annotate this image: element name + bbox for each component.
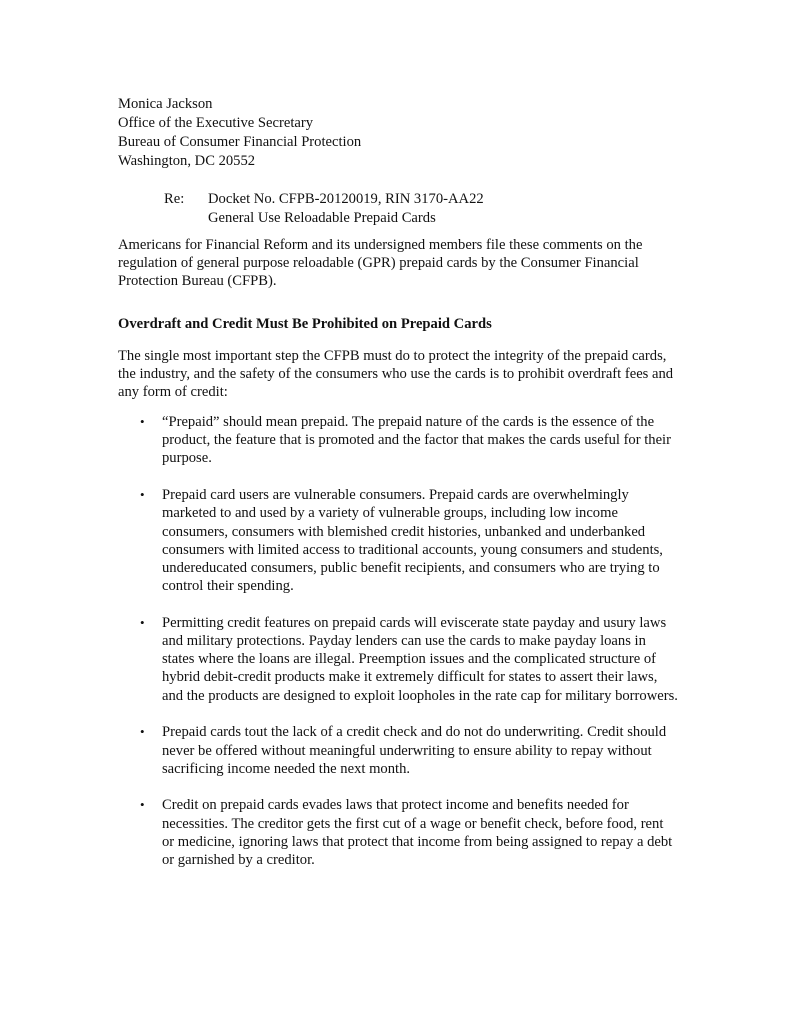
subject-title-line: General Use Reloadable Prepaid Cards bbox=[208, 210, 436, 226]
section-heading: Overdraft and Credit Must Be Prohibited on Prepaid Cards bbox=[118, 316, 492, 332]
recipient-address bbox=[118, 95, 678, 171]
bullet-icon: • bbox=[140, 614, 145, 630]
bullet-icon: • bbox=[140, 797, 145, 813]
list-item bbox=[118, 723, 678, 778]
bullet-icon: • bbox=[140, 487, 145, 503]
address-line: Monica Jackson bbox=[118, 96, 213, 112]
bullet-icon: • bbox=[140, 724, 145, 740]
list-item bbox=[118, 413, 678, 468]
list-item bbox=[118, 486, 678, 595]
subject-lines bbox=[208, 190, 678, 228]
address-line: Office of the Executive Secretary bbox=[118, 115, 314, 131]
bullet-text: Prepaid cards tout the lack of a credit check and do not do underwriting. Credit should never be offered without meaningful underwriting to ensure ability to repay without sacrificing income needed the next month. bbox=[162, 724, 667, 777]
lead-paragraph: The single most important step the CFPB must do to protect the integrity of the prepaid cards, the industry, and the safety of the consumers who use the cards is to prohibit overdraft fees and any form of credit: bbox=[118, 348, 674, 401]
bullet-text: Credit on prepaid cards evades laws that protect income and benefits needed for necessities. The creditor gets the first cut of a wage or benefit check, before food, rent or medicine, ignoring laws that protect that income from being assigned to repay a debt or garnished by a creditor. bbox=[162, 797, 673, 869]
intro-paragraph: Americans for Financial Reform and its undersigned members file these comments on the regulation of general purpose reloadable (GPR) prepaid cards by the Consumer Financial Protection Bureau (CFPB). bbox=[118, 237, 643, 290]
address-line: Washington, DC 20552 bbox=[118, 153, 256, 169]
bullet-list bbox=[118, 413, 678, 888]
bullet-text: “Prepaid” should mean prepaid. The prepaid nature of the cards is the essence of the product, the feature that is promoted and the factor that makes the cards useful for their purpose. bbox=[162, 414, 671, 467]
bullet-text: Prepaid card users are vulnerable consumers. Prepaid cards are overwhelmingly marketed to and used by a variety of vulnerable groups, including low income consumers, consumers with blemished credit histories, unbanked and underbanked consumers with limited access to traditional accounts, young consumers and students, undereducated consumers, public benefit recipients, and consumers who are trying to control their spending. bbox=[162, 487, 663, 595]
list-item bbox=[118, 614, 678, 705]
bullet-icon: • bbox=[140, 414, 145, 429]
re-label: Re: bbox=[164, 191, 185, 207]
list-item bbox=[118, 796, 678, 869]
address-line: Bureau of Consumer Financial Protection bbox=[118, 134, 362, 150]
bullet-text: Permitting credit features on prepaid cards will eviscerate state payday and usury laws and military protections. Payday lenders can use the cards to make payday loans in states where the loans are illegal. Preemption issues and the complicated structure of hybrid debit-credit products make it extremely difficult for states to assert their laws, and the products are designed to exploit loopholes in the rate cap for military borrowers. bbox=[162, 614, 678, 704]
docket-line: Docket No. CFPB-20120019, RIN 3170-AA22 bbox=[208, 191, 484, 207]
